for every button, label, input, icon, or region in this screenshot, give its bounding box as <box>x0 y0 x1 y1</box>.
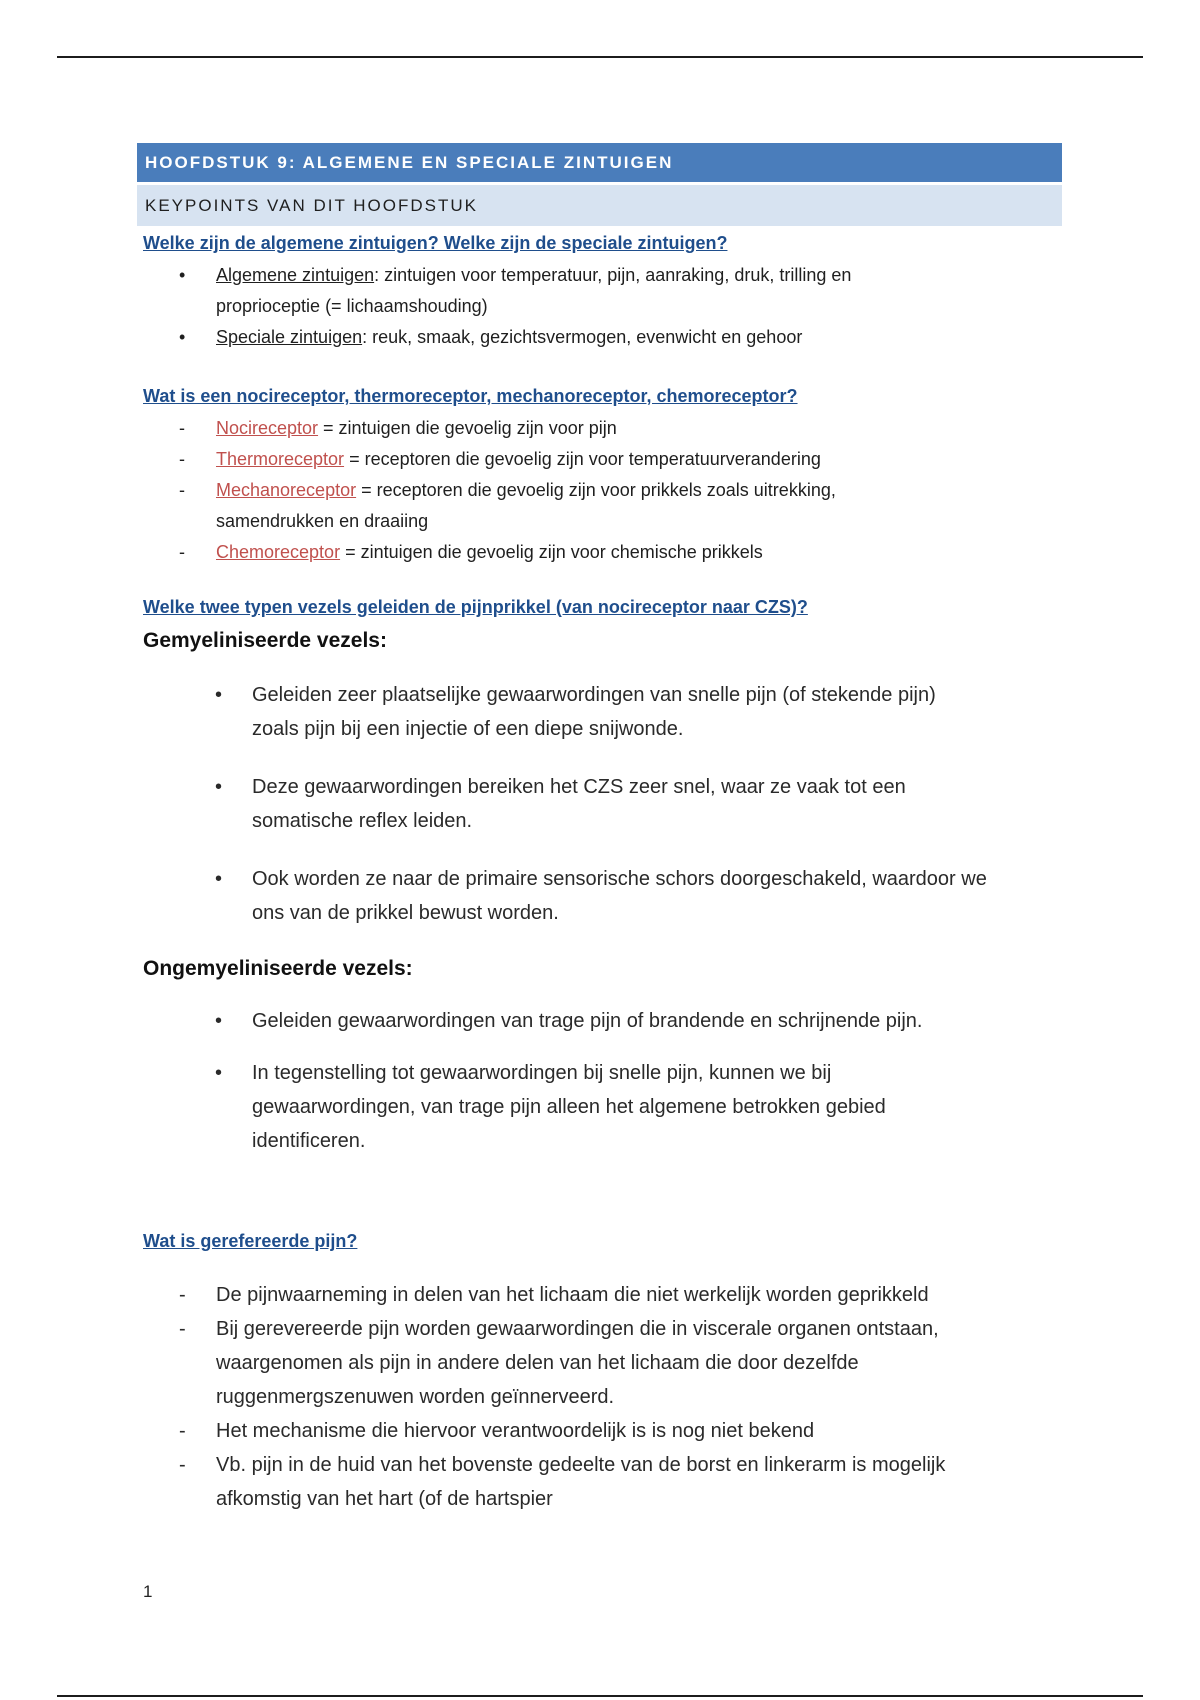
definition: : zintuigen voor temperatuur, pijn, aanraking, druk, trilling en <box>374 265 852 285</box>
item-line: afkomstig van het hart (of de hartspier <box>216 1488 553 1510</box>
item-line: waargenomen als pijn in andere delen van het lichaam die door dezelfde <box>216 1352 859 1374</box>
term: Thermoreceptor <box>216 449 345 469</box>
term: Algemene zintuigen <box>216 265 375 285</box>
bottom-rule <box>57 1695 1143 1697</box>
receptor-list <box>137 413 1062 568</box>
term: Speciale zintuigen <box>216 327 363 347</box>
list-item <box>137 1278 1062 1312</box>
item-line: ruggenmergszenuwen worden geïnnerveerd. <box>216 1386 615 1408</box>
item-line: Vb. pijn in de huid van het bovenste gedeelte van de borst en linkerarm is mogelijk <box>216 1454 946 1476</box>
list-item <box>137 322 1062 353</box>
bullet-icon: • <box>215 868 223 890</box>
item-line: Geleiden gewaarwordingen van trage pijn of brandende en schrijnende pijn. <box>252 1010 923 1032</box>
dash-mark: - <box>179 1284 186 1306</box>
dash-mark: - <box>179 418 185 438</box>
page-number: 1 <box>143 1582 153 1601</box>
list-item <box>137 1312 1062 1414</box>
unmyelinated-fibers-list <box>137 1004 1062 1158</box>
question-3: Welke twee typen vezels geleiden de pijnprikkel (van nocireceptor naar CZS)? <box>143 597 808 617</box>
list-item <box>137 1004 1062 1038</box>
dash-mark: - <box>179 480 185 500</box>
chapter-title: HOOFDSTUK 9: ALGEMENE EN SPECIALE ZINTUIGEN <box>137 143 1062 182</box>
definition: = zintuigen die gevoelig zijn voor chemische prikkels <box>340 542 763 562</box>
referred-pain-list <box>137 1278 1062 1516</box>
item-line: ons van de prikkel bewust worden. <box>252 902 559 924</box>
list-item <box>137 537 1062 568</box>
list-item <box>137 475 1062 537</box>
item-line: zoals pijn bij een injectie of een diepe snijwonde. <box>252 718 684 740</box>
dash-mark: - <box>179 1420 186 1442</box>
list-item <box>137 678 1062 746</box>
definition-continued: samendrukken en draaiing <box>216 511 429 531</box>
list-item <box>137 413 1062 444</box>
item-line: somatische reflex leiden. <box>252 810 473 832</box>
myelinated-fibers-list <box>137 678 1062 930</box>
list-item <box>137 862 1062 930</box>
item-line: identificeren. <box>252 1130 366 1152</box>
question-4: Wat is gerefereerde pijn? <box>143 1231 358 1251</box>
definition: : reuk, smaak, gezichtsvermogen, evenwicht en gehoor <box>362 327 803 347</box>
item-line: Het mechanisme die hiervoor verantwoordelijk is is nog niet bekend <box>216 1420 815 1442</box>
myelinated-fibers-title: Gemyeliniseerde vezels: <box>143 629 387 652</box>
definition-continued: proprioceptie (= lichaamshouding) <box>216 296 488 316</box>
bullet-icon: • <box>215 1010 223 1032</box>
item-line: Geleiden zeer plaatselijke gewaarwordingen van snelle pijn (of stekende pijn) <box>252 684 936 706</box>
general-special-senses-list <box>137 260 1062 353</box>
term: Chemoreceptor <box>216 542 341 562</box>
bullet-icon: • <box>179 265 186 285</box>
top-rule <box>57 56 1143 58</box>
definition: = zintuigen die gevoelig zijn voor pijn <box>318 418 617 438</box>
list-item <box>137 1414 1062 1448</box>
list-item <box>137 770 1062 838</box>
definition: = receptoren die gevoelig zijn voor prikkels zoals uitrekking, <box>356 480 836 500</box>
item-line: gewaarwordingen, van trage pijn alleen het algemene betrokken gebied <box>252 1096 886 1118</box>
item-line: De pijnwaarneming in delen van het lichaam die niet werkelijk worden geprikkeld <box>216 1284 929 1306</box>
item-line: Bij gerevereerde pijn worden gewaarwordingen die in viscerale organen ontstaan, <box>216 1318 939 1340</box>
question-2: Wat is een nocireceptor, thermoreceptor, mechanoreceptor, chemoreceptor? <box>143 386 798 406</box>
item-line: Ook worden ze naar de primaire sensorische schors doorgeschakeld, waardoor we <box>252 868 987 890</box>
item-line: Deze gewaarwordingen bereiken het CZS zeer snel, waar ze vaak tot een <box>252 776 906 798</box>
dash-mark: - <box>179 1318 186 1340</box>
dash-mark: - <box>179 542 185 562</box>
list-item <box>137 1056 1062 1158</box>
bullet-icon: • <box>179 327 186 347</box>
keypoints-title: KEYPOINTS VAN DIT HOOFDSTUK <box>137 185 1062 226</box>
document-body <box>137 143 1062 1516</box>
term: Mechanoreceptor <box>216 480 357 500</box>
question-1: Welke zijn de algemene zintuigen? Welke zijn de speciale zintuigen? <box>143 233 728 253</box>
term: Nocireceptor <box>216 418 319 438</box>
bullet-icon: • <box>215 684 223 706</box>
list-item <box>137 1448 1062 1516</box>
bullet-icon: • <box>215 1062 223 1084</box>
unmyelinated-fibers-title: Ongemyeliniseerde vezels: <box>143 957 413 980</box>
dash-mark: - <box>179 449 185 469</box>
list-item <box>137 260 1062 322</box>
dash-mark: - <box>179 1454 186 1476</box>
item-line: In tegenstelling tot gewaarwordingen bij snelle pijn, kunnen we bij <box>252 1062 832 1084</box>
bullet-icon: • <box>215 776 223 798</box>
list-item <box>137 444 1062 475</box>
definition: = receptoren die gevoelig zijn voor temperatuurverandering <box>344 449 821 469</box>
